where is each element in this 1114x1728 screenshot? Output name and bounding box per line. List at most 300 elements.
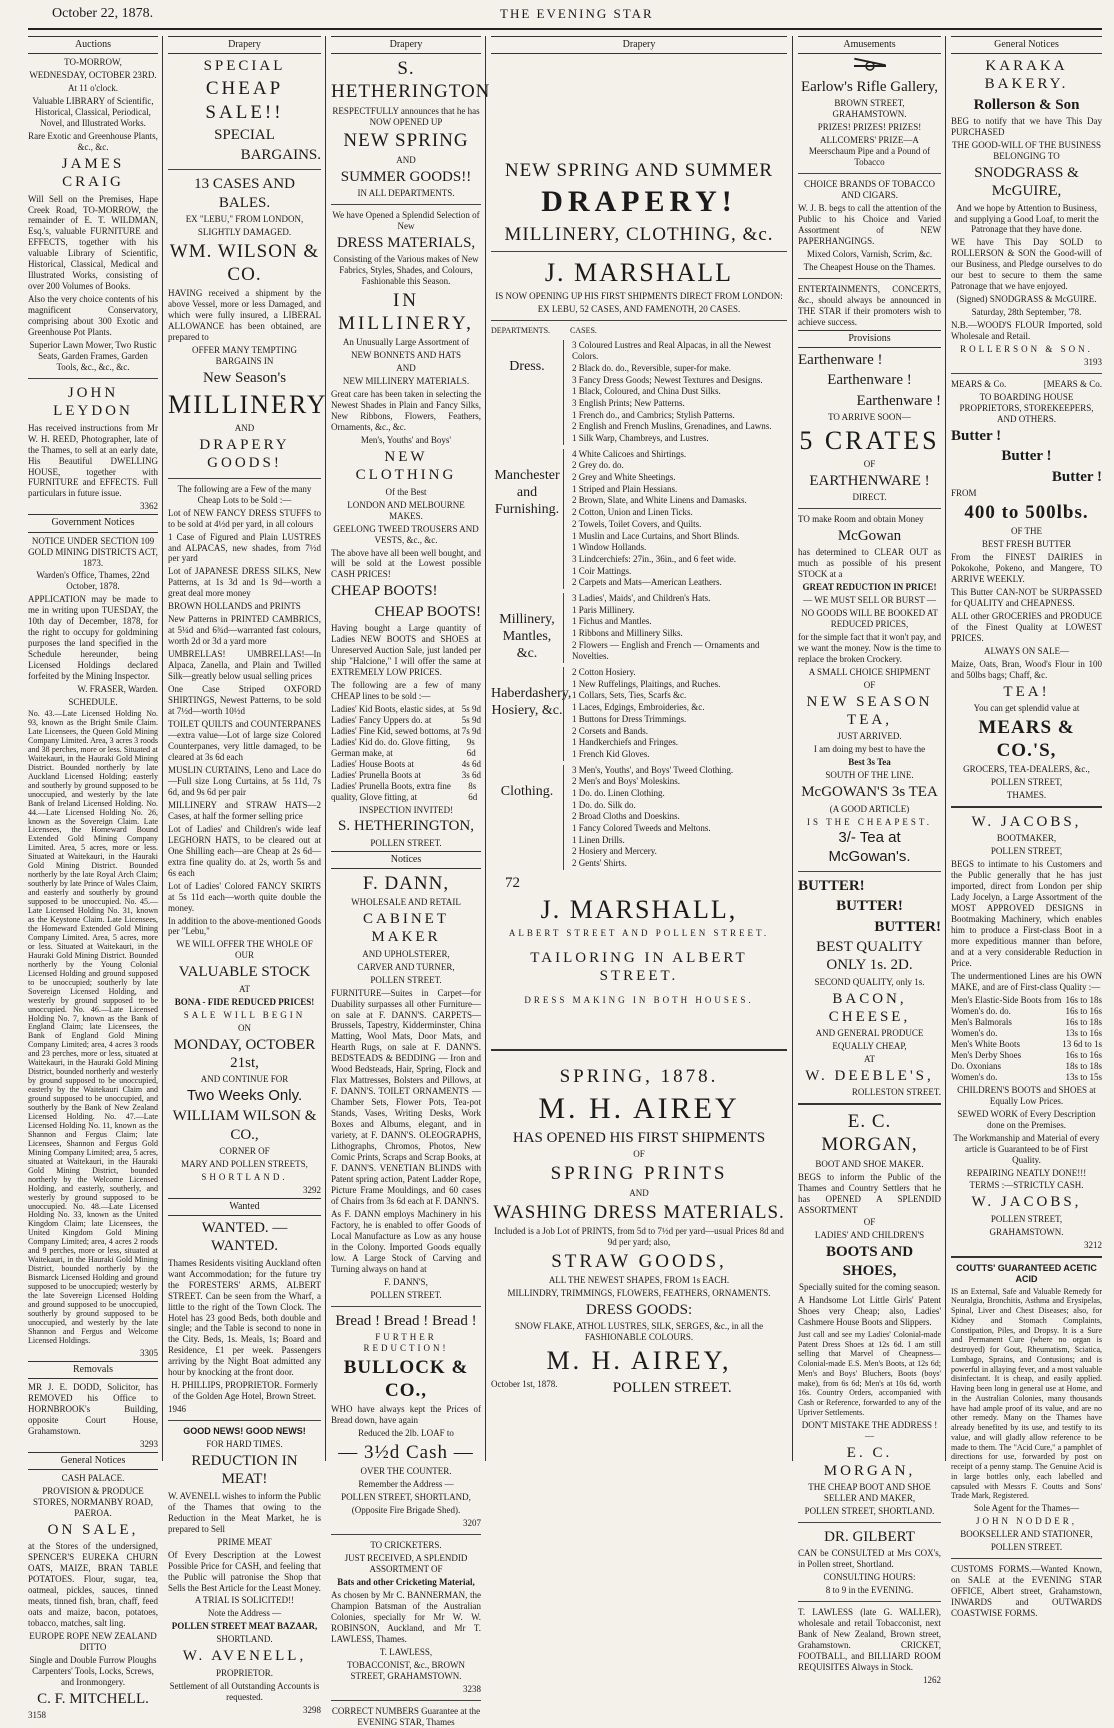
list-item: 1 Buttons for Dress Trimmings. — [572, 713, 687, 724]
ad-line: PRIZES! PRIZES! PRIZES! — [817, 122, 922, 133]
ad-body: BEG to notify that we have This Day PURCHASED — [951, 116, 1102, 138]
ad-body: Great care has been taken in selecting the Newest Shades in Plain and Fancy Silks, New Ribbons, Flowers, Feathers, Ornaments, &c., &c. — [331, 389, 481, 433]
ad-body: Of Every Description at the Lowest Possible Price for CASH, and feeling that the Public will patronise the Shop that Sells the Best Article for the Least Money. — [168, 1549, 321, 1593]
cases-total: 72 — [505, 874, 520, 891]
schedule-title: SCHEDULE. — [68, 697, 118, 708]
list-item: 1 Linen Drills. — [572, 834, 625, 845]
ad-headline: EARTHENWARE ! — [809, 472, 930, 489]
ad-line: OF — [863, 458, 876, 469]
item-name: Women's do. — [951, 1071, 998, 1082]
ad-headline: CHEAP BOOTS! — [331, 583, 438, 600]
divider — [491, 251, 787, 252]
list-item: 3 Coloured Lustres and Real Alpacas, in all the Newest Colors. — [572, 339, 771, 362]
ad-headline: 3/- Tea at McGowan's. — [828, 829, 911, 865]
ad-line: OVER THE COUNTER. — [360, 1466, 452, 1477]
advertiser-name: W. JACOBS, — [971, 1194, 1082, 1211]
ad-body: As F. DANN employs Machinery in his Factory, he is enabled to offer Goods of Local Manufacture as Low as any house in the Colony. Imported Goods equally low. A Large Stock of Carving and Turning always on hand at — [331, 1208, 481, 1274]
list-item: 1 Laces, Edgings, Embroideries, &c. — [572, 702, 705, 713]
list-item: 1 Ribbons and Millinery Silks. — [572, 628, 683, 639]
ad-line: SLIGHTLY DAMAGED. — [197, 226, 292, 237]
advertiser-name: S. HETHERINGTON, — [338, 818, 474, 835]
ad-headline: McGOWAN'S 3s TEA — [801, 784, 938, 801]
department-label: Millinery, Mantles, &c. — [499, 611, 555, 662]
ad-line: AND — [396, 363, 416, 374]
column-drapery-wilson — [168, 36, 328, 1715]
ad-footer — [491, 1379, 787, 1397]
notice-body: APPLICATION may be made to me in writing upon TUESDAY, the 10th day of December, 1878, for the right to occupy for goldmining purposes the land specified in the Schedule hereunder, being Licensed Holdings declared forfeited by the Mining Inspector. — [28, 594, 158, 682]
auction-line: WEDNESDAY, OCTOBER 23RD. — [29, 70, 157, 81]
ad-line: Included is a Job Lot of PRINTS, from 5d to 7½d per yard—usual Prices 8d and 9d per yard; also, — [494, 1225, 784, 1247]
section-header: Drapery — [331, 36, 481, 54]
ad-headline: REDUCTION IN MEAT! — [191, 1453, 298, 1488]
ad-line: INSPECTION INVITED! — [358, 804, 454, 815]
list-item: 2 Black do. do., Reversible, super-for make. — [572, 362, 732, 373]
list-item: 2 Brown, Slate, and White Linens and Damasks. — [572, 495, 747, 506]
table-header — [491, 326, 787, 336]
divider — [798, 871, 941, 872]
list-item: 3 Ladies', Maids', and Children's Hats. — [572, 592, 711, 603]
list-item: 1 Case of Figured and Plain LUSTRES and ALPACAS, new shades, from 7½d per yard — [168, 531, 321, 564]
advertiser-name: T. LAWLESS, — [379, 1646, 433, 1657]
ad-headline: STRAW GOODS, — [551, 1250, 727, 1272]
ad-line: AND GENERAL PRODUCE — [815, 1028, 924, 1039]
ad-body: FURNITURE—Suites in Carpet—for Duability surpasses all other Furniture—on sale at F. DANN'S. CARPETS—Brussels, Tapestry, Kidderminster, China Matting, Wool Mats, Door Mats, and Hearth Rugs, on sale at F. DANN'S. BEDSTEADS & BEDDING — Iron and Wood Bedsteads, Hair, Spring, Flock and Flax Mattresses, Bolsters and Pillows, at F. DANN'S. TOILET ORNAMENTS — Chamber Sets, Flower Pots, Tea-pot Stands, Vases, Writing Desks, Work Boxes and Albums, elegant, and in variety, at F. DANN'S. OLEOGRAPHS, Lithographs, Chromos, Photos, New Comic Prints, Scraps and Scrap Books, at F. DANN'S. VENETIAN BLINDS with Patent spring action, Patent Ladder Rope, Picture Frame Mouldings, and 60 cases of Chairs from 3s 6d each at F. DANN'S. — [331, 987, 481, 1206]
column-general-notices — [951, 36, 1102, 1618]
ad-headline: TAILORING IN ALBERT STREET. — [530, 949, 748, 985]
ad-headline: WASHING DRESS MATERIALS. — [493, 1201, 785, 1223]
ad-line: A SMALL CHOICE SHIPMENT — [808, 666, 931, 677]
ad-number: 3193 — [1084, 357, 1102, 368]
list-item: 2 Hosiery and Mercery. — [572, 846, 657, 857]
section-header: Government Notices — [28, 514, 158, 532]
ad-headline: GREAT REDUCTION IN PRICE! — [802, 582, 937, 593]
ad-line: [MEARS & Co. — [1043, 379, 1102, 390]
department-block — [491, 449, 787, 589]
ad-headline: TEA! — [1003, 683, 1050, 700]
column-amusements-provisions — [798, 36, 941, 1686]
ad-headline: Butter ! — [951, 427, 1002, 444]
ad-line: CORNER OF — [219, 1146, 270, 1156]
list-item: New Patterns in PRINTED CAMBRICS, at 5¼d and 6¾d—warranted fast colours, worth 2d or 3d a yard more — [168, 614, 321, 647]
list-item: 1 Do. do. Silk do. — [572, 799, 636, 810]
ad-line: DON'T MISTAKE THE ADDRESS !— — [801, 1419, 938, 1441]
ad-line: H. PHILLIPS, PROPRIETOR. Formerly of the Golden Age Hotel, Brown Street. — [171, 1380, 318, 1402]
ad-line: IS NOW OPENING UP HIS FIRST SHIPMENTS DIRECT FROM LONDON: — [495, 290, 783, 301]
ad-number: 1946 — [168, 1404, 186, 1415]
ad-line: FURTHER REDUCTION! — [363, 1332, 449, 1353]
ad-number: 3238 — [463, 1683, 481, 1694]
list-item: 1 Striped and Plain Hessians. — [572, 483, 678, 494]
ad-line: You can get splendid value at — [973, 702, 1080, 713]
ad-headline: MONDAY, OCTOBER 21st, — [173, 1036, 316, 1071]
ad-body: From the FINEST DAIRIES in Pokokohe, Pokeno, and Mangere, TO ARRIVE WEEKLY. — [951, 551, 1102, 584]
removal-body: MR J. E. DODD, Solicitor, has REMOVED his Office to HORNBROOK's Building, opposite Court House, Grahamstown. — [28, 1381, 158, 1436]
list-item: 3 Fancy Dress Goods; Newest Textures and Designs. — [572, 374, 763, 385]
ad-line — [951, 379, 1102, 390]
ad-line: OFFER MANY TEMPTING BARGAINS IN — [191, 345, 297, 367]
department-block — [491, 765, 787, 870]
list-item: One Case Striped OXFORD SHIRTINGS, Newest Patterns, to be sold at 7½d—worth 10½d — [168, 684, 321, 717]
divider — [491, 320, 787, 321]
ad-line: REPAIRING NEATLY DONE!!! — [966, 1167, 1087, 1178]
list-item: 1 Collars, Sets, Ties, Scarfs &c. — [572, 690, 687, 701]
ad-line: BOOT AND SHOE MAKER. — [815, 1158, 924, 1169]
advertiser-name: JOHN NODDER, — [976, 1516, 1077, 1527]
item-name: Ladies' Kid Boots, elastic sides, at — [331, 703, 455, 714]
ad-line: The Workmanship and Material of every article is Guaranteed to be of First Quality. — [953, 1132, 1100, 1165]
auction-line: Rare Exotic and Greenhouse Plants, &c., &c. — [28, 131, 158, 152]
list-item — [331, 759, 481, 770]
ad-headline: Best 3s Tea — [848, 757, 891, 768]
rifle-gallery-emblem — [798, 57, 941, 76]
ad-body: As chosen by Mr C. BANNERMAN, the Champion Batsman of the Australian Colonies, specially for Mr W. W. ROBINSON, Auckland, and Mr T. LAWLESS, Thames. — [331, 1590, 481, 1644]
ad-body: ALL other GROCERIES and PRODUCE of the Finest Quality at LOWEST PRICES. — [951, 610, 1102, 643]
item-price: 3s 6d — [461, 769, 481, 780]
ad-line: ALL THE NEWEST SHAPES, FROM 1s EACH. — [548, 1274, 730, 1285]
divider — [331, 204, 481, 205]
department-block — [491, 340, 787, 445]
ad-headline: SUMMER GOODS!! — [340, 168, 472, 185]
list-item: 2 Towels, Toilet Covers, and Quilts. — [572, 518, 702, 529]
ad-number: 3212 — [1084, 1239, 1102, 1250]
list-item: UMBRELLAS! UMBRELLAS!—In Alpaca, Zanella, and Plain and Twilled Silk—greatly below usual selling prices — [168, 649, 321, 682]
list-item: 2 Cotton, Union and Linen Ticks. — [572, 507, 693, 518]
ad-line: CHOICE BRANDS OF TOBACCO AND CIGARS. — [804, 179, 935, 201]
list-item: 3 Lindcerchiefs: 27in., 36in., and 6 feet wide. — [572, 553, 736, 564]
ad-body: The undermentioned Lines are his OWN MAKE, and are of First-class Quality :— — [951, 971, 1102, 993]
divider — [798, 278, 941, 279]
advertiser-name: S. HETHERINGTON — [331, 58, 491, 103]
ad-line: THE CHEAP BOOT AND SHOE SELLER AND MAKER, — [808, 1482, 931, 1504]
column-divider — [485, 36, 486, 1461]
advertiser-name: McGowan — [837, 527, 902, 544]
column-auctions — [28, 36, 158, 1720]
section-header: Wanted — [168, 1198, 321, 1216]
ad-line: SEWED WORK of Every Description done on the Premises. — [957, 1108, 1096, 1130]
list-item: Lot of NEW FANCY DRESS STUFFS to to be sold at 4½d per yard, in all colours — [168, 507, 321, 529]
ad-headline: DRAPERY GOODS! — [199, 437, 290, 472]
ad-body: WHO have always kept the Prices of Bread down, have again — [331, 1404, 481, 1426]
ad-headline: 5 CRATES — [799, 425, 940, 455]
ad-line: BEST FRESH BUTTER — [981, 538, 1072, 549]
ad-line: MILLINDRY, TRIMMINGS, FLOWERS, FEATHERS, ORNAMENTS. — [507, 1287, 771, 1298]
divider — [798, 1522, 941, 1523]
ad-body: Thames Residents visiting Auckland often want Accommodation; for the future try the FORESTERS' ARMS, ALBERT STREET. Can be seen from the Wharf, a little to the right of the Town Clock. The Hotel has 23 good Beds, both double and single; and the Table is second to none in the City. Beds, 1s. Meals, 1s; Board and Residence, £1 per week. Passengers arriving by the Night Boat admitted any hour by knocking at the front door. — [168, 1257, 321, 1378]
ad-number: 3158 — [28, 1709, 46, 1720]
item-price: 4s 6d — [461, 758, 481, 769]
ad-line: POLLEN STREET. — [370, 837, 442, 848]
ad-line: OF — [863, 1217, 876, 1228]
ad-line: The Cheapest House on the Thames. — [803, 262, 936, 273]
advertiser-name: W. DEEBLE'S, — [805, 1068, 934, 1085]
ad-line: AND — [629, 1187, 649, 1198]
divider — [798, 173, 941, 174]
divider — [331, 1534, 481, 1535]
item-name: Ladies' House Boots at — [331, 758, 414, 769]
ad-line: DIRECT. — [852, 491, 887, 502]
divider — [951, 1256, 1102, 1258]
ad-body: for the simple fact that it won't pay, and we want the money. Now is the time to replace the broken Crockery. — [798, 631, 941, 664]
advertiser-name: WM. WILSON & CO. — [169, 240, 320, 286]
list-item: 1 Silk Warp, Chambreys, and Lustres. — [572, 433, 709, 444]
ad-headline: DRAPERY! — [541, 185, 737, 219]
notice-title: NOTICE UNDER SECTION 109 GOLD MINING DISTRICTS ACT, 1873. — [28, 535, 158, 568]
ad-headline: — 3½d Cash — — [338, 1442, 474, 1464]
item-price: 13s to 15s — [1065, 1071, 1102, 1082]
advertiser-name: Rollerson & Son — [973, 96, 1080, 113]
list-item: 2 Men's and Boys' Moleskins. — [572, 776, 680, 787]
ad-headline: Earthenware ! — [827, 372, 912, 389]
ad-line: GEELONG TWEED TROUSERS AND VESTS, &c., &c. — [333, 523, 479, 545]
ad-headline: BUTTER! — [798, 878, 865, 895]
ad-headline: BARGAINS. — [240, 147, 321, 164]
ad-line: Men's, Youths' and Boys' — [360, 435, 452, 446]
divider — [331, 1700, 481, 1701]
ad-body: Maize, Oats, Bran, Wood's Flour in 100 and 50lbs bags; Chaff, &c. — [951, 658, 1102, 680]
ad-headline: BUTTER! — [874, 918, 941, 935]
ad-line: SOUTH OF THE LINE. — [825, 770, 914, 781]
ad-body: Having bought a Large quantity of Ladies NEW BOOTS and SHOES at Unreserved Auction Sale, just landed per ship "Halcione," I will offer the same at EXTREMELY LOW PRICES. — [331, 623, 481, 677]
list-item — [951, 1039, 1102, 1050]
ad-headline: Butter ! — [1001, 448, 1052, 465]
ad-line: SHORTLAND. — [216, 1634, 273, 1645]
ad-line: TOBACCONIST, &c., BROWN STREET, GRAHAMSTOWN. — [347, 1659, 465, 1681]
ad-headline: POLLEN STREET MEAT BAZAAR, — [171, 1621, 318, 1632]
ad-line: NEW BONNETS AND HATS — [350, 350, 462, 361]
list-item: 2 English and French Muslins, Grenadines, and Lawns. — [572, 421, 772, 432]
ad-line: IS THE CHEAPEST. — [807, 816, 932, 827]
list-item: 2 Gents' Shirts. — [572, 858, 627, 869]
item-name: Men's Balmorals — [951, 1016, 1012, 1027]
ad-headline: COUTTS' GUARANTEED ACETIC ACID — [956, 1262, 1097, 1284]
section-header: Notices — [331, 851, 481, 869]
column-divider — [162, 36, 163, 1461]
ad-line: IN ALL DEPARTMENTS. — [357, 187, 455, 198]
list-item: 1 Window Hollands. — [572, 542, 647, 553]
list-item — [951, 1006, 1102, 1017]
ad-body: BEGS to inform the Public of the Thames and Country Settlers that he has OPENED A SPLENDID ASSORTMENT — [798, 1171, 941, 1215]
advertiser-name: F. DANN, — [362, 872, 450, 894]
ad-line: CARVER AND TURNER, — [357, 961, 455, 972]
ad-headline: HAS OPENED HIS FIRST SHIPMENTS — [512, 1130, 766, 1147]
ad-line: NO GOODS WILL BE BOOKED AT REDUCED PRICES, — [801, 608, 938, 629]
ad-line: OF — [633, 1149, 645, 1160]
item-price: 18s to 18s — [1065, 1060, 1102, 1071]
ad-line: POLLEN STREET, — [990, 846, 1063, 857]
ad-line: POLLEN STREET, — [990, 1213, 1063, 1224]
divider — [798, 508, 941, 509]
ad-headline: MILLINERY — [168, 390, 328, 420]
ad-line: CONSULTING HOURS: — [823, 1572, 916, 1583]
ad-number: 3293 — [140, 1438, 158, 1449]
list-item: TOILET QUILTS and COUNTERPANES—extra value—Lot of large size Colored Counterpanes, very little damaged, to be cleared at 3s 6d each — [168, 719, 321, 762]
ad-line: Settlement of all Outstanding Accounts is requested. — [169, 1680, 320, 1702]
ad-number: 3298 — [303, 1704, 321, 1715]
ad-line: MARY AND POLLEN STREETS, — [181, 1158, 308, 1169]
spacer — [491, 57, 787, 157]
list-item: 2 Broad Cloths and Doeskins. — [572, 811, 680, 822]
ad-line: SECOND QUALITY, only 1s. — [814, 976, 925, 987]
advertiser-name: Earlow's Rifle Gallery, — [800, 79, 939, 96]
ad-body: The following are a few of many CHEAP lines to be sold :— — [331, 679, 481, 701]
ad-headline: VALUABLE STOCK — [178, 964, 311, 981]
ad-headline: 400 to 500lbs. — [964, 501, 1089, 523]
notice-signature: W. FRASER, Warden. — [77, 684, 158, 695]
department-list — [563, 449, 787, 589]
list-item: 1 Black, Coloured, and China Dust Silks. — [572, 386, 721, 397]
ad-line: Saturday, 28th September, '78. — [971, 307, 1082, 318]
item-price: 16s to 16s — [1065, 1049, 1102, 1060]
ad-headline: BUTTER! — [836, 898, 903, 915]
rifles-icon — [850, 57, 890, 73]
auction-body: Will Sell on the Premises, Hape Creek Road, TO-MORROW, the remainder of E. T. WILDMAN, Esq.'s, valuable FURNITURE and EFFECTS, together with his valuable Library of Scientific, Historical, Classical, Medical and Illustrated Works, consisting of over 200 Volumes of Books. — [28, 193, 158, 292]
ad-line: I am doing my best to have the — [813, 744, 926, 755]
ad-body: ENTERTAINMENTS, CONCERTS, &c., should always be announced in THE STAR if their promoters wish to achieve success. — [798, 284, 941, 327]
list-item: 2 Flowers — English and French — Ornaments and Novelties. — [572, 639, 760, 662]
item-price: 7s 9d — [461, 725, 481, 736]
list-item: 3 English Prints; New Patterns. — [572, 397, 685, 408]
advertiser-name: BULLOCK & CO., — [343, 1356, 469, 1402]
ad-line: WHOLESALE AND RETAIL — [351, 897, 461, 908]
list-item: Lot of JAPANESE DRESS SILKS, New Patterns, at 1s 3d and 1s 9d—worth a great deal more money — [168, 566, 321, 599]
ad-line: A TRIAL IS SOLICITED!! — [194, 1595, 295, 1606]
item-price: 16s to 18s — [1065, 1016, 1102, 1027]
section-header: Drapery — [168, 36, 321, 54]
item-name: Men's Derby Shoes — [951, 1049, 1022, 1060]
ad-body: This Butter CAN-NOT be SURPASSED for QUALITY and CHEAPNESS. — [951, 586, 1102, 608]
price-list — [331, 704, 481, 803]
ad-line: TERMS :—STRICTLY CASH. — [969, 1180, 1084, 1191]
item-name: Men's White Boots — [951, 1038, 1020, 1049]
ad-line: POLLEN STREET, SHORTLAND, — [341, 1492, 471, 1503]
advertiser-name: WILLIAM WILSON & CO., — [172, 1108, 317, 1143]
ad-headline: New Season's — [202, 370, 287, 387]
advertiser-name: KARAKA BAKERY. — [984, 58, 1069, 93]
ad-headline: BEST QUALITY ONLY 1s. 2D. — [816, 938, 923, 974]
newspaper-title: THE EVENING STAR — [500, 6, 654, 21]
item-price: 8s 6d — [468, 780, 478, 802]
ad-line: AND — [396, 154, 416, 165]
list-item — [951, 995, 1102, 1006]
ad-headline: DRESS GOODS: — [585, 1301, 693, 1318]
column-divider — [945, 36, 946, 1461]
auctioneer-name: JAMES CRAIG — [61, 155, 125, 191]
ad-body: TO make Room and obtain Money — [798, 513, 924, 524]
notice-line: Warden's Office, Thames, 22nd October, 1878. — [36, 570, 150, 592]
list-item: 2 Corsets and Bands. — [572, 725, 648, 736]
ad-headline: SPECIAL — [203, 58, 286, 75]
ad-address: POLLEN STREET. — [612, 1379, 732, 1396]
ad-line: JUST ARRIVED. — [837, 731, 902, 742]
issue-date: October 22, 1878. — [52, 6, 154, 21]
advertiser-name: W. AVENELL, — [182, 1648, 307, 1665]
ad-body: Just call and see my Ladies' Colonial-made Patent Dress Shoes at 12s 6d. I am still selling that Marvel of Cheapness—Colonial-made E.S. Men's Boots, at 12s 6d; Men's and Boys' Bluchers, Boots (boys' make), from 6s 6d; Men's at 10s 6d, worth 16s. Country Orders, accompanied with Cash or Reference, forwarded to any of the Upriver Settlements. — [798, 1329, 941, 1417]
ad-number: 3207 — [463, 1518, 481, 1529]
ad-line: ALLCOMERS' PRIZE—A Meerschaum Pipe and a Pound of Tobacco — [808, 135, 931, 168]
ad-headline: CHEAP BOOTS! — [374, 603, 481, 620]
price-list — [951, 995, 1102, 1083]
ad-headline: GOOD NEWS! GOOD NEWS! — [183, 1426, 306, 1437]
advertiser-name: M. H. AIREY, — [546, 1345, 732, 1375]
item-name: Ladies' Prunella Boots, extra fine quality, Glove fitting, at — [331, 780, 451, 802]
ad-headline: SPECIAL — [214, 126, 275, 143]
ad-line: GRAHAMSTOWN. — [989, 1226, 1064, 1237]
list-item: 1 French do., and Cambrics; Stylish Patterns. — [572, 409, 735, 420]
ad-line: RESPECTFULLY announces that he has NOW OPENED UP — [332, 105, 480, 127]
ad-line: Specially suited for the coming season. — [799, 1282, 940, 1293]
ad-headline: BONA - FIDE REDUCED PRICES! — [174, 996, 315, 1007]
list-item: 1 Handkerchiefs and Fringes. — [572, 737, 678, 748]
list-item — [951, 1072, 1102, 1083]
ad-line: SALE WILL BEGIN — [183, 1009, 306, 1020]
list-item — [331, 704, 481, 715]
ad-line: PROPRIETOR. — [215, 1667, 274, 1678]
ad-headline: ON SALE, — [47, 1521, 139, 1538]
department-block — [491, 593, 787, 663]
item-name: Do. Oxonians — [951, 1060, 1001, 1071]
advertiser-name: M. H. AIREY — [538, 1091, 740, 1125]
ad-line: THE GOOD-WILL OF THE BUSINESS BELONGING TO — [952, 140, 1101, 161]
ad-line: AND UPHOLSTERER, — [362, 948, 450, 959]
ad-line: ALBERT STREET AND POLLEN STREET. — [508, 927, 770, 938]
ad-headline: Bread ! Bread ! Bread ! — [335, 1312, 477, 1329]
list-item — [331, 737, 481, 759]
ad-line: (Opposite Fire Brigade Shed). — [351, 1505, 461, 1516]
ad-body: In addition to the above-mentioned Goods per "Lebu," — [168, 915, 321, 937]
list-item: 2 Cotton Hosiery. — [572, 667, 636, 678]
item-price: 13s to 16s — [1065, 1027, 1102, 1038]
spacer — [491, 1008, 787, 1044]
ad-body: has determined to CLEAR OUT as much as possible of his present STOCK at a — [798, 547, 941, 580]
divider — [28, 378, 158, 379]
ad-headline: Two Weeks Only. — [186, 1087, 303, 1105]
department-list — [563, 340, 787, 445]
ad-body: at the Stores of the undersigned, SPENCER'S EUREKA CHURN OATS, MAIZE, BRAN TABLE POTATOES. Flour, sugar, tea, oatmeal, pickles, sauces, tinned meats, tinned fish, bran, chaff, feed oats and maize, bacon, potatoes, tobacco, matches, salt ling. — [28, 1541, 158, 1628]
advertiser-name: E. C. MORGAN, — [823, 1444, 916, 1479]
ad-headline: SPRING, 1878. — [559, 1066, 719, 1088]
list-item: 2 Grey do. do. — [572, 460, 624, 471]
auction-body: Has received instructions from Mr W. H. REED, Photographer, late of the Thames, to sell at an early date, His Beautiful DWELLING HOUSE, together with FURNITURE and EFFECTS. Full particulars in future issue. — [28, 422, 158, 499]
ad-headline: 13 CASES AND BALES. — [194, 176, 295, 211]
department-list — [563, 593, 787, 663]
advertiser-name: J. MARSHALL, — [540, 895, 738, 925]
ad-line: GROCERS, TEA-DEALERS, &c., — [963, 764, 1090, 775]
item-name: Ladies' Fine Kid, sewed bottoms, at — [331, 725, 460, 736]
item-name: Ladies' Prunella Boots at — [331, 769, 421, 780]
divider — [491, 1049, 787, 1051]
ad-line: CHILDREN'S BOOTS and SHOES at Equally Low Prices. — [957, 1084, 1096, 1106]
ad-number: 3305 — [140, 1347, 158, 1358]
ad-body: A Handsome Lot Little Girls' Patent Shoes very Cheap; also, Ladies' Cashmere House Boots and Slippers. — [798, 1294, 941, 1327]
advertiser-name: ROLLERSON & SON. — [960, 344, 1093, 355]
ad-body: IS an External, Safe and Valuable Remedy for Neuralgia, Bronchitis, Asthma and Erysipelas, Spinal, Liver and Chest Diseases; also, for Kidney and Stomach Complaints, Constipation, Piles, and Dropsy. It is a Sure and Permanent Cure (where no organ is destroyed) for Gout, Rheumatism, Sciatica, Lumbago, Sprains, and Contusions; and is powerful in allaying fever, and a most valuable disinfectant. It is cheap, and easily applied. Having been long in general use at Home, and in the Australian Colonies, many thousands have had ample proof of its value, and are no other remedy. Many on the Thames have already benefited by its use, and testify to its value, and will gladly allow reference to be made to them. The "Acid Cure," a pamphlet of directions for use, forwarded by post on receipt of a penny stamp. The Genuine Acid is in large bottles only, each labelled and capsuled with Messrs F. Coutts and Sons' Trade Mark, Registered. — [951, 1286, 1102, 1501]
department-list — [563, 765, 787, 870]
ad-line: — WE MUST SELL OR BURST — — [803, 595, 936, 606]
section-header: General Notices — [28, 1452, 158, 1470]
ad-line: TO BOARDING HOUSE PROPRIETORS, STOREKEEPERS, AND OTHERS. — [959, 392, 1094, 425]
ad-headline: NEW SPRING — [343, 130, 469, 152]
ad-line: EX "LEBU," FROM LONDON, — [185, 214, 304, 225]
ad-line: EX LEBU, 52 CASES, AND FAMENOTH, 20 CASES. — [537, 303, 741, 314]
list-item: 1 Do. do. Linen Clothing. — [572, 787, 665, 798]
section-header: Provisions — [798, 330, 941, 348]
ad-line: BROWN STREET, GRAHAMSTOWN. — [832, 98, 907, 120]
column-header: DEPARTMENTS. — [491, 325, 551, 335]
section-header: General Notices — [951, 36, 1102, 54]
auction-line: Valuable LIBRARY of Scientific, Historical, Classical, Periodical, Novel, and Illustrated Works. — [32, 96, 154, 129]
ad-line: ROLLESTON STREET. — [851, 1087, 941, 1098]
ad-line: POLLEN STREET. — [370, 1289, 442, 1300]
